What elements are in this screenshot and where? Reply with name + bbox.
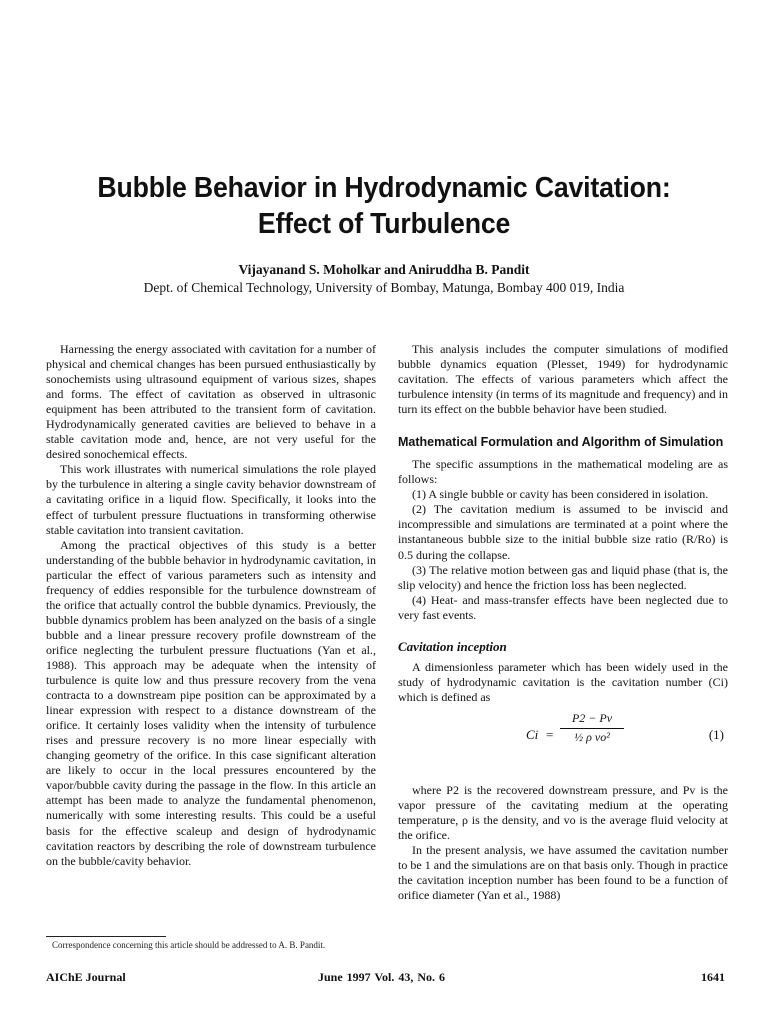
equation-1 (398, 711, 728, 775)
paragraph: The specific assumptions in the mathematical modeling are as follows: (398, 457, 728, 487)
paragraph: In the present analysis, we have assumed the cavitation number to be 1 and the simulations are on that basis only. Though in practice the cavitation inception number has been found to be a function of orifice diameter (Yan et al., 1988) (398, 843, 728, 903)
article-title (31, 170, 738, 242)
equation-number: (1) (708, 726, 724, 742)
paragraph: (3) The relative motion between gas and liquid phase (that is, the slip velocity) and hence the friction loss has been neglected. (398, 562, 728, 592)
paragraph: Among the practical objectives of this study is a better understanding of the bubble behavior in hydrodynamic cavitation, in particular the effect of various parameters such as intensity and frequency of eddies responsible for the turbulence downstream of the orifice that actually control the bubble dynamics. Previously, the bubble dynamics problem has been analyzed on the basis of a single bubble and a linear pressure recovery profile downstream of the orifice neglecting the turbulent pressure fluctuations (Yan et al., 1988). This approach may be adequate when the intensity of turbulence is quite low and thus pressure recovery from the vena contracta to a downstream pipe position can be approximated by a linear expression with respect to a distance downstream of the orifice. It certainly loses validity when the intensity of turbulence rises and pressure recovery is no more linear especially with changing geometry of the orifice. In this case significant alteration are likely to occur in the local pressures encountered by the vapor/bubble cavity during the passage in the flow. In this article an attempt has been made to analyze the fundamental phenomenon, numerically with some interesting results. This could be a useful basis for the effective scaleup and design of hydrodynamic cavitation reactors by describing the role of downstream turbulence on the bubble/cavity behavior. (46, 537, 376, 868)
footnote-divider (46, 936, 166, 937)
footnote: Correspondence concerning this article should be addressed to A. B. Pandit. (52, 940, 326, 950)
left-column (46, 342, 376, 869)
right-column (398, 342, 728, 903)
paragraph: This analysis includes the computer simulations of modified bubble dynamics equation (Plesset, 1949) for hydrodynamic cavitation. The effects of various parameters which affect the turbulence intensity (in terms of its magnitude and frequency) and in turn its effect on the bubble behavior have been studied. (398, 342, 728, 417)
footer-page-number: 1641 (701, 970, 725, 984)
equation-lhs: Ci (526, 726, 539, 742)
equation-denominator: ½ ρ vo² (574, 729, 610, 744)
equation-fraction (560, 711, 624, 745)
equation-numerator: P2 − Pv (560, 711, 624, 729)
paragraph: where P2 is the recovered downstream pressure, and Pv is the vapor pressure of the cavitating medium at the operating temperature, ρ is the density, and vo is the average fluid velocity at the orifice. (398, 782, 728, 843)
affiliation-line: Dept. of Chemical Technology, University of Bombay, Matunga, Bombay 400 019, India (143, 280, 625, 295)
paragraph: (1) A single bubble or cavity has been considered in isolation. (412, 487, 709, 502)
title-line-2: Effect of Turbulence (257, 208, 511, 240)
paragraph: A dimensionless parameter which has been widely used in the study of hydrodynamic cavitation is the cavitation number (Ci) which is defined as (398, 659, 728, 704)
paragraph: Harnessing the energy associated with cavitation for a number of physical and chemical changes has been pursued enthusiastically by sonochemists using ultrasound equipment of various sizes, shapes and forms. The effect of cavitation as observed in ultrasonic equipment has been attributed to the transient form of cavitation. Hydrodynamically generated cavities are believed to behave in a stable cavitation mode and, hence, are not very useful for the desired sonochemical effects. (46, 342, 376, 462)
author-line: Vijayanand S. Moholkar and Aniruddha B. Pandit (238, 262, 530, 277)
footer-journal: AIChE Journal (46, 970, 126, 984)
footer-issue: June 1997 Vol. 43, No. 6 (318, 970, 446, 984)
section-heading: Mathematical Formulation and Algorithm of Simulation (398, 435, 724, 450)
paragraph: (4) Heat- and mass-transfer effects have been neglected due to very fast events. (398, 592, 728, 622)
equation-equals: = (546, 726, 554, 742)
paragraph: (2) The cavitation medium is assumed to be inviscid and incompressible and simulations are terminated at a point where the instantaneous bubble size to the initial bubble size ratio (R/Ro) is 0.5 during the collapse. (398, 502, 728, 562)
paragraph: This work illustrates with numerical simulations the role played by the turbulence in altering a single cavity behavior downstream of a cavitating orifice in a liquid flow. Specifically, it looks into the effect of turbulent pressure fluctuations in transforming otherwise stable cavitation into transient cavitation. (46, 462, 376, 537)
subsection-heading: Cavitation inception (398, 638, 507, 654)
title-line-1: Bubble Behavior in Hydrodynamic Cavitation: (97, 172, 671, 204)
